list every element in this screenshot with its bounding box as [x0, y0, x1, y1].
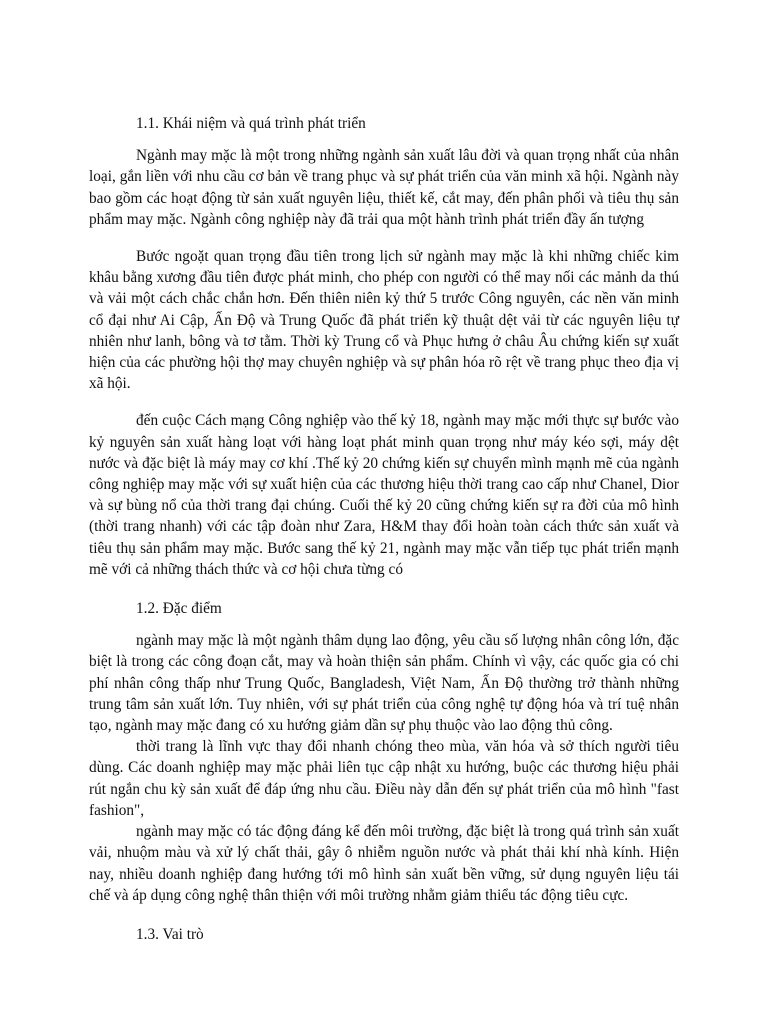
spacer	[89, 619, 679, 630]
spacer	[89, 580, 679, 598]
spacer	[89, 134, 679, 145]
paragraph-1-1-b: Bước ngoặt quan trọng đầu tiên trong lịch sử ngành may mặc là khi những chiếc kim khâu bằng xương đầu tiên được phát minh, cho phép con người có thể may nối các mảnh da thú và vải một cách chắc chắn hơn. Đến thiên niên kỷ thứ 5 trước Công nguyên, các nền văn minh cổ đại như Ai Cập, Ấn Độ và Trung Quốc đã phát triển kỹ thuật dệt vải từ các nguyên liệu tự nhiên như lanh, bông và tơ tằm. Thời kỳ Trung cổ và Phục hưng ở châu Âu chứng kiến sự xuất hiện của các phường hội thợ may chuyên nghiệp và sự phân hóa rõ rệt về trang phục theo địa vị xã hội.	[89, 248, 679, 393]
spacer	[89, 394, 679, 410]
paragraph-1-1-c: đến cuộc Cách mạng Công nghiệp vào thế kỷ 18, ngành may mặc mới thực sự bước vào kỷ nguyên sản xuất hàng loạt với hàng loạt phát minh quan trọng như máy kéo sợi, máy dệt nước và đặc biệt là máy may cơ khí .Thế kỷ 20 chứng kiến sự chuyển mình mạnh mẽ của ngành công nghiệp may mặc với sự xuất hiện của các thương hiệu thời trang cao cấp như Chanel, Dior và sự bùng nổ của thời trang đại chúng. Cuối thế kỷ 20 cũng chứng kiến sự ra đời của mô hình (thời trang nhanh) với các tập đoàn như Zara, H&M thay đổi hoàn toàn cách thức sản xuất và tiêu thụ sản phẩm may mặc. Bước sang thế kỷ 21, ngành may mặc vẫn tiếp tục phát triển mạnh mẽ với cả những thách thức và cơ hội chưa từng có	[89, 412, 679, 578]
paragraph-1-2-b: thời trang là lĩnh vực thay đổi nhanh chóng theo mùa, văn hóa và sở thích người tiêu dùng. Các doanh nghiệp may mặc phải liên tục cập nhật xu hướng, buộc các thương hiệu phải rút ngắn chu kỳ sản xuất để đáp ứng nhu cầu. Điều này dẫn đến sự phát triển của mô hình "fast fashion",	[89, 738, 679, 819]
paragraph-1-2-a: ngành may mặc là một ngành thâm dụng lao động, yêu cầu số lượng nhân công lớn, đặc biệt là trong các công đoạn cắt, may và hoàn thiện sản phẩm. Chính vì vậy, các quốc gia có chi phí nhân công thấp như Trung Quốc, Bangladesh, Việt Nam, Ấn Độ thường trở thành những trung tâm sản xuất lớn. Tuy nhiên, với sự phát triển của công nghệ tự động hóa và trí tuệ nhân tạo, ngành may mặc đang có xu hướng giảm dần sự phụ thuộc vào lao động thủ công.	[89, 632, 679, 735]
spacer	[89, 230, 679, 246]
section-heading-1-2: 1.2. Đặc điểm	[136, 600, 222, 618]
section-heading-1-3: 1.3. Vai trò	[136, 925, 204, 943]
paragraph-1-2-c: ngành may mặc có tác động đáng kể đến môi trường, đặc biệt là trong quá trình sản xuất vải, nhuộm màu và xử lý chất thải, gây ô nhiễm nguồn nước và phát thải khí nhà kính. Hiện nay, nhiều doanh nghiệp đang hướng tới mô hình sản xuất bền vững, sử dụng nguyên liệu tái chế và áp dụng công nghệ thân thiện với môi trường nhằm giảm thiểu tác động tiêu cực.	[89, 823, 679, 904]
paragraph-1-1-a: Ngành may mặc là một trong những ngành sản xuất lâu đời và quan trọng nhất của nhân loại, gắn liền với nhu cầu cơ bản về trang phục và sự phát triển của văn minh xã hội. Ngành này bao gồm các hoạt động từ sản xuất nguyên liệu, thiết kế, cắt may, đến phân phối và tiêu thụ sản phẩm may mặc. Ngành công nghiệp này đã trải qua một hành trình phát triển đầy ấn tượng	[89, 147, 679, 228]
section-heading-1-1: 1.1. Khái niệm và quá trình phát triển	[136, 115, 366, 132]
document-page	[89, 113, 679, 945]
spacer	[89, 906, 679, 924]
